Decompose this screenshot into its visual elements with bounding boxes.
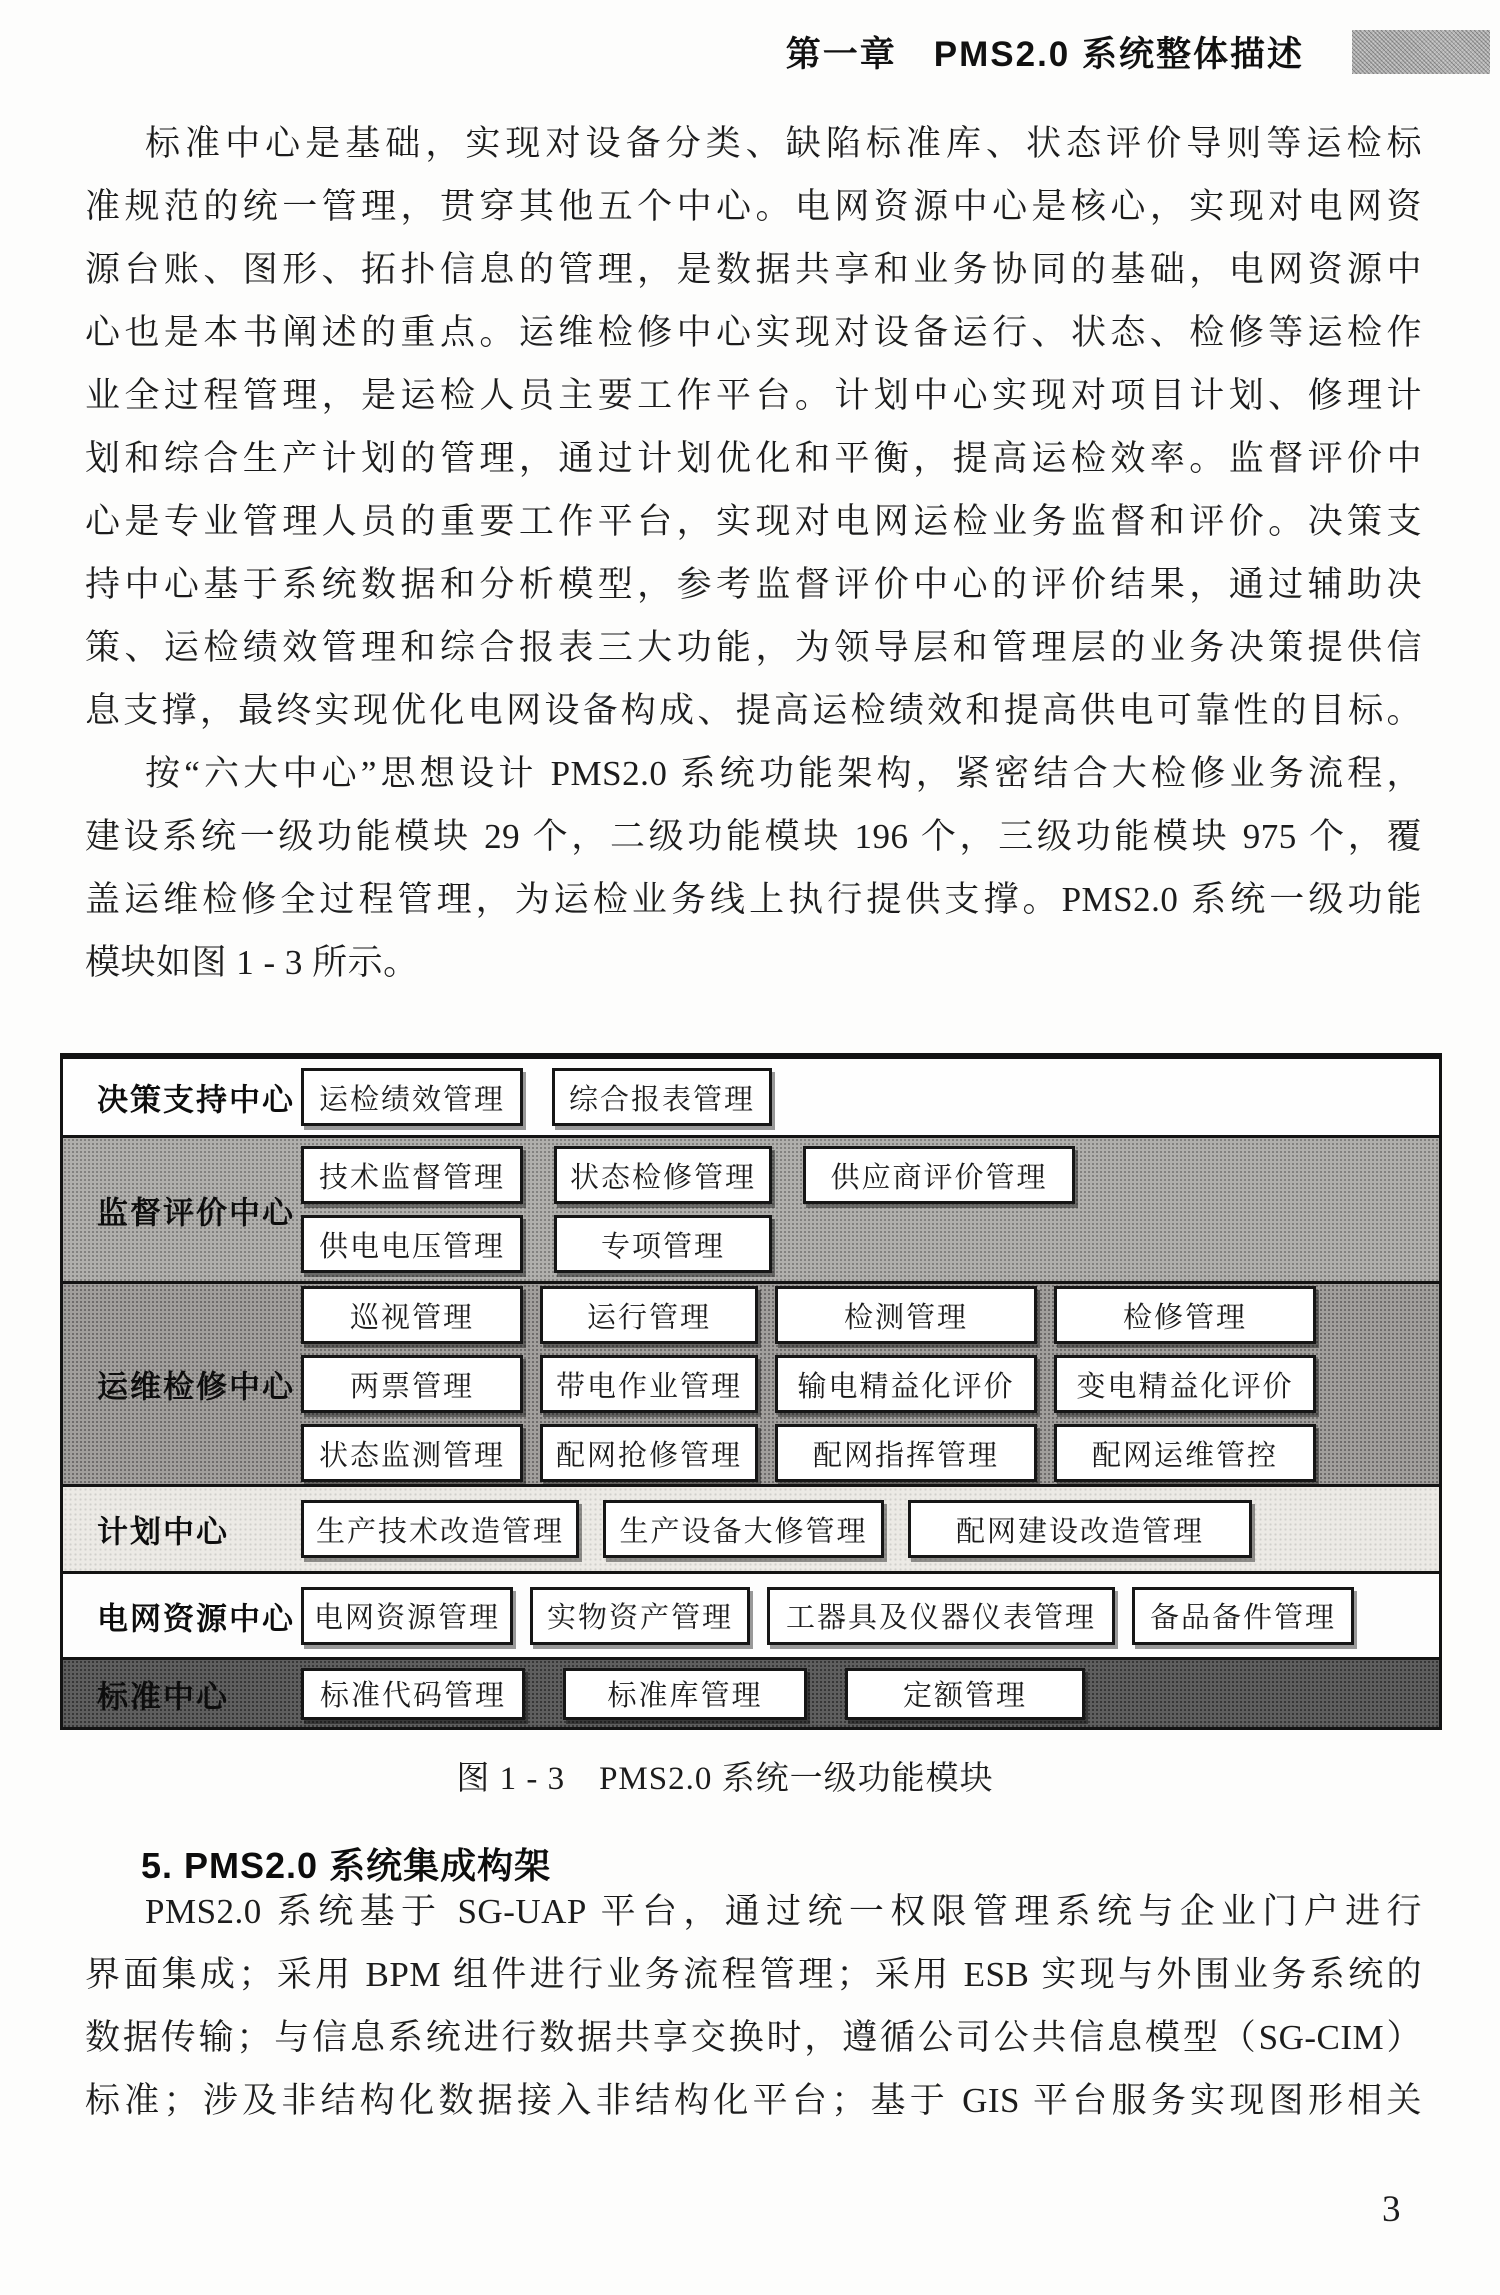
module-box: 检修管理 xyxy=(1054,1286,1316,1344)
module-row xyxy=(301,1286,1439,1344)
body-text-line: 模块如图 1 - 3 所示。 xyxy=(85,943,419,982)
page-header xyxy=(0,26,1490,78)
body-text-line: 划和综合生产计划的管理，通过计划优化和平衡，提高运检效率。监督评价中 xyxy=(85,439,1422,478)
module-box: 标准代码管理 xyxy=(301,1668,525,1720)
module-row xyxy=(301,1355,1439,1413)
band-label: 运维检修中心 xyxy=(97,1369,295,1405)
module-box: 生产技术改造管理 xyxy=(301,1500,579,1558)
body-text-line: 建设系统一级功能模块 29 个，二级功能模块 196 个，三级功能模块 975 个，覆 xyxy=(85,817,1422,856)
band-label: 监督评价中心 xyxy=(97,1195,295,1230)
module-box: 生产设备大修管理 xyxy=(603,1500,884,1558)
body-text-line: 源台账、图形、拓扑信息的管理，是数据共享和业务协同的基础，电网资源中 xyxy=(85,250,1422,289)
body-text-line: 准规范的统一管理，贯穿其他五个中心。电网资源中心是核心，实现对电网资 xyxy=(85,187,1422,226)
section-heading: 5. PMS2.0 系统集成构架 xyxy=(141,1845,552,1886)
page-number: 3 xyxy=(1382,2189,1401,2230)
figure-caption: 图 1 - 3 PMS2.0 系统一级功能模块 xyxy=(456,1761,994,1797)
module-box: 状态检修管理 xyxy=(554,1146,772,1204)
module-box: 专项管理 xyxy=(554,1215,772,1273)
module-box: 检测管理 xyxy=(775,1286,1037,1344)
body-text-line: 数据传输；与信息系统进行数据共享交换时，遵循公司公共信息模型（SG-CIM） xyxy=(85,2018,1422,2057)
chapter-title: 第一章 PMS2.0 系统整体描述 xyxy=(785,35,1304,74)
band-label: 电网资源中心 xyxy=(97,1601,295,1636)
band-label: 标准中心 xyxy=(97,1679,229,1714)
module-row xyxy=(301,1146,1439,1204)
paragraph-2 xyxy=(85,742,1422,994)
module-box: 标准库管理 xyxy=(563,1668,807,1720)
module-box: 配网指挥管理 xyxy=(775,1424,1037,1482)
module-box: 电网资源管理 xyxy=(301,1587,513,1645)
module-box: 定额管理 xyxy=(845,1668,1085,1720)
module-row xyxy=(301,1668,1439,1720)
band-planning-center xyxy=(63,1484,1439,1571)
body-text-line: 策、运检绩效管理和综合报表三大功能，为领导层和管理层的业务决策提供信 xyxy=(85,628,1422,667)
body-text-line: 标准中心是基础，实现对设备分类、缺陷标准库、状态评价导则等运检标 xyxy=(145,124,1422,163)
module-box: 带电作业管理 xyxy=(540,1355,758,1413)
band-supervision-evaluation-center xyxy=(63,1135,1439,1281)
band-grid-resource-center xyxy=(63,1571,1439,1657)
header-decoration-block xyxy=(1352,30,1490,74)
body-text-line: 按“六大中心”思想设计 PMS2.0 系统功能架构，紧密结合大检修业务流程， xyxy=(145,754,1422,793)
module-box: 配网抢修管理 xyxy=(540,1424,758,1482)
module-box: 配网运维管控 xyxy=(1054,1424,1316,1482)
module-row xyxy=(301,1424,1439,1482)
body-text-line: 业全过程管理，是运检人员主要工作平台。计划中心实现对项目计划、修理计 xyxy=(85,376,1422,415)
body-text-line: 心也是本书阐述的重点。运维检修中心实现对设备运行、状态、检修等运检作 xyxy=(85,313,1422,352)
module-row xyxy=(301,1215,1439,1273)
body-text-line: PMS2.0 系统基于 SG-UAP 平台，通过统一权限管理系统与企业门户进行 xyxy=(145,1892,1422,1931)
body-text-line: 持中心基于系统数据和分析模型，参考监督评价中心的评价结果，通过辅助决 xyxy=(85,565,1422,604)
module-box: 供电电压管理 xyxy=(301,1215,523,1273)
band-label: 决策支持中心 xyxy=(97,1082,295,1118)
module-row xyxy=(301,1587,1439,1645)
body-text-line: 心是专业管理人员的重要工作平台，实现对电网运检业务监督和评价。决策支 xyxy=(85,502,1422,541)
module-box: 配网建设改造管理 xyxy=(908,1500,1252,1558)
band-operation-maintenance-center xyxy=(63,1281,1439,1484)
module-box: 输电精益化评价 xyxy=(775,1355,1037,1413)
band-decision-support-center xyxy=(63,1059,1439,1135)
module-box: 实物资产管理 xyxy=(530,1587,750,1645)
body-text-line: 盖运维检修全过程管理，为运检业务线上执行提供支撑。PMS2.0 系统一级功能 xyxy=(85,880,1422,919)
module-box: 工器具及仪器仪表管理 xyxy=(767,1587,1115,1645)
module-box: 巡视管理 xyxy=(301,1286,523,1344)
module-box: 技术监督管理 xyxy=(301,1146,523,1204)
paragraph-3 xyxy=(85,1880,1422,2132)
paragraph-1 xyxy=(85,112,1422,742)
body-text-line: 息支撑，最终实现优化电网设备构成、提高运检绩效和提高供电可靠性的目标。 xyxy=(85,691,1422,730)
module-box: 供应商评价管理 xyxy=(803,1146,1075,1204)
module-box: 运行管理 xyxy=(540,1286,758,1344)
module-row xyxy=(301,1068,1439,1126)
body-text-line: 标准；涉及非结构化数据接入非结构化平台；基于 GIS 平台服务实现图形相关 xyxy=(85,2081,1422,2120)
figure-1-3-diagram xyxy=(60,1053,1442,1730)
module-box: 备品备件管理 xyxy=(1132,1587,1354,1645)
body-text-line: 界面集成；采用 BPM 组件进行业务流程管理；采用 ESB 实现与外围业务系统的 xyxy=(85,1955,1422,1994)
module-box: 两票管理 xyxy=(301,1355,523,1413)
module-row xyxy=(301,1500,1439,1558)
band-label: 计划中心 xyxy=(97,1514,229,1550)
band-standard-center xyxy=(63,1657,1439,1727)
module-box: 状态监测管理 xyxy=(301,1424,523,1482)
module-box: 运检绩效管理 xyxy=(301,1068,523,1126)
module-box: 变电精益化评价 xyxy=(1054,1355,1316,1413)
module-box: 综合报表管理 xyxy=(552,1068,772,1126)
